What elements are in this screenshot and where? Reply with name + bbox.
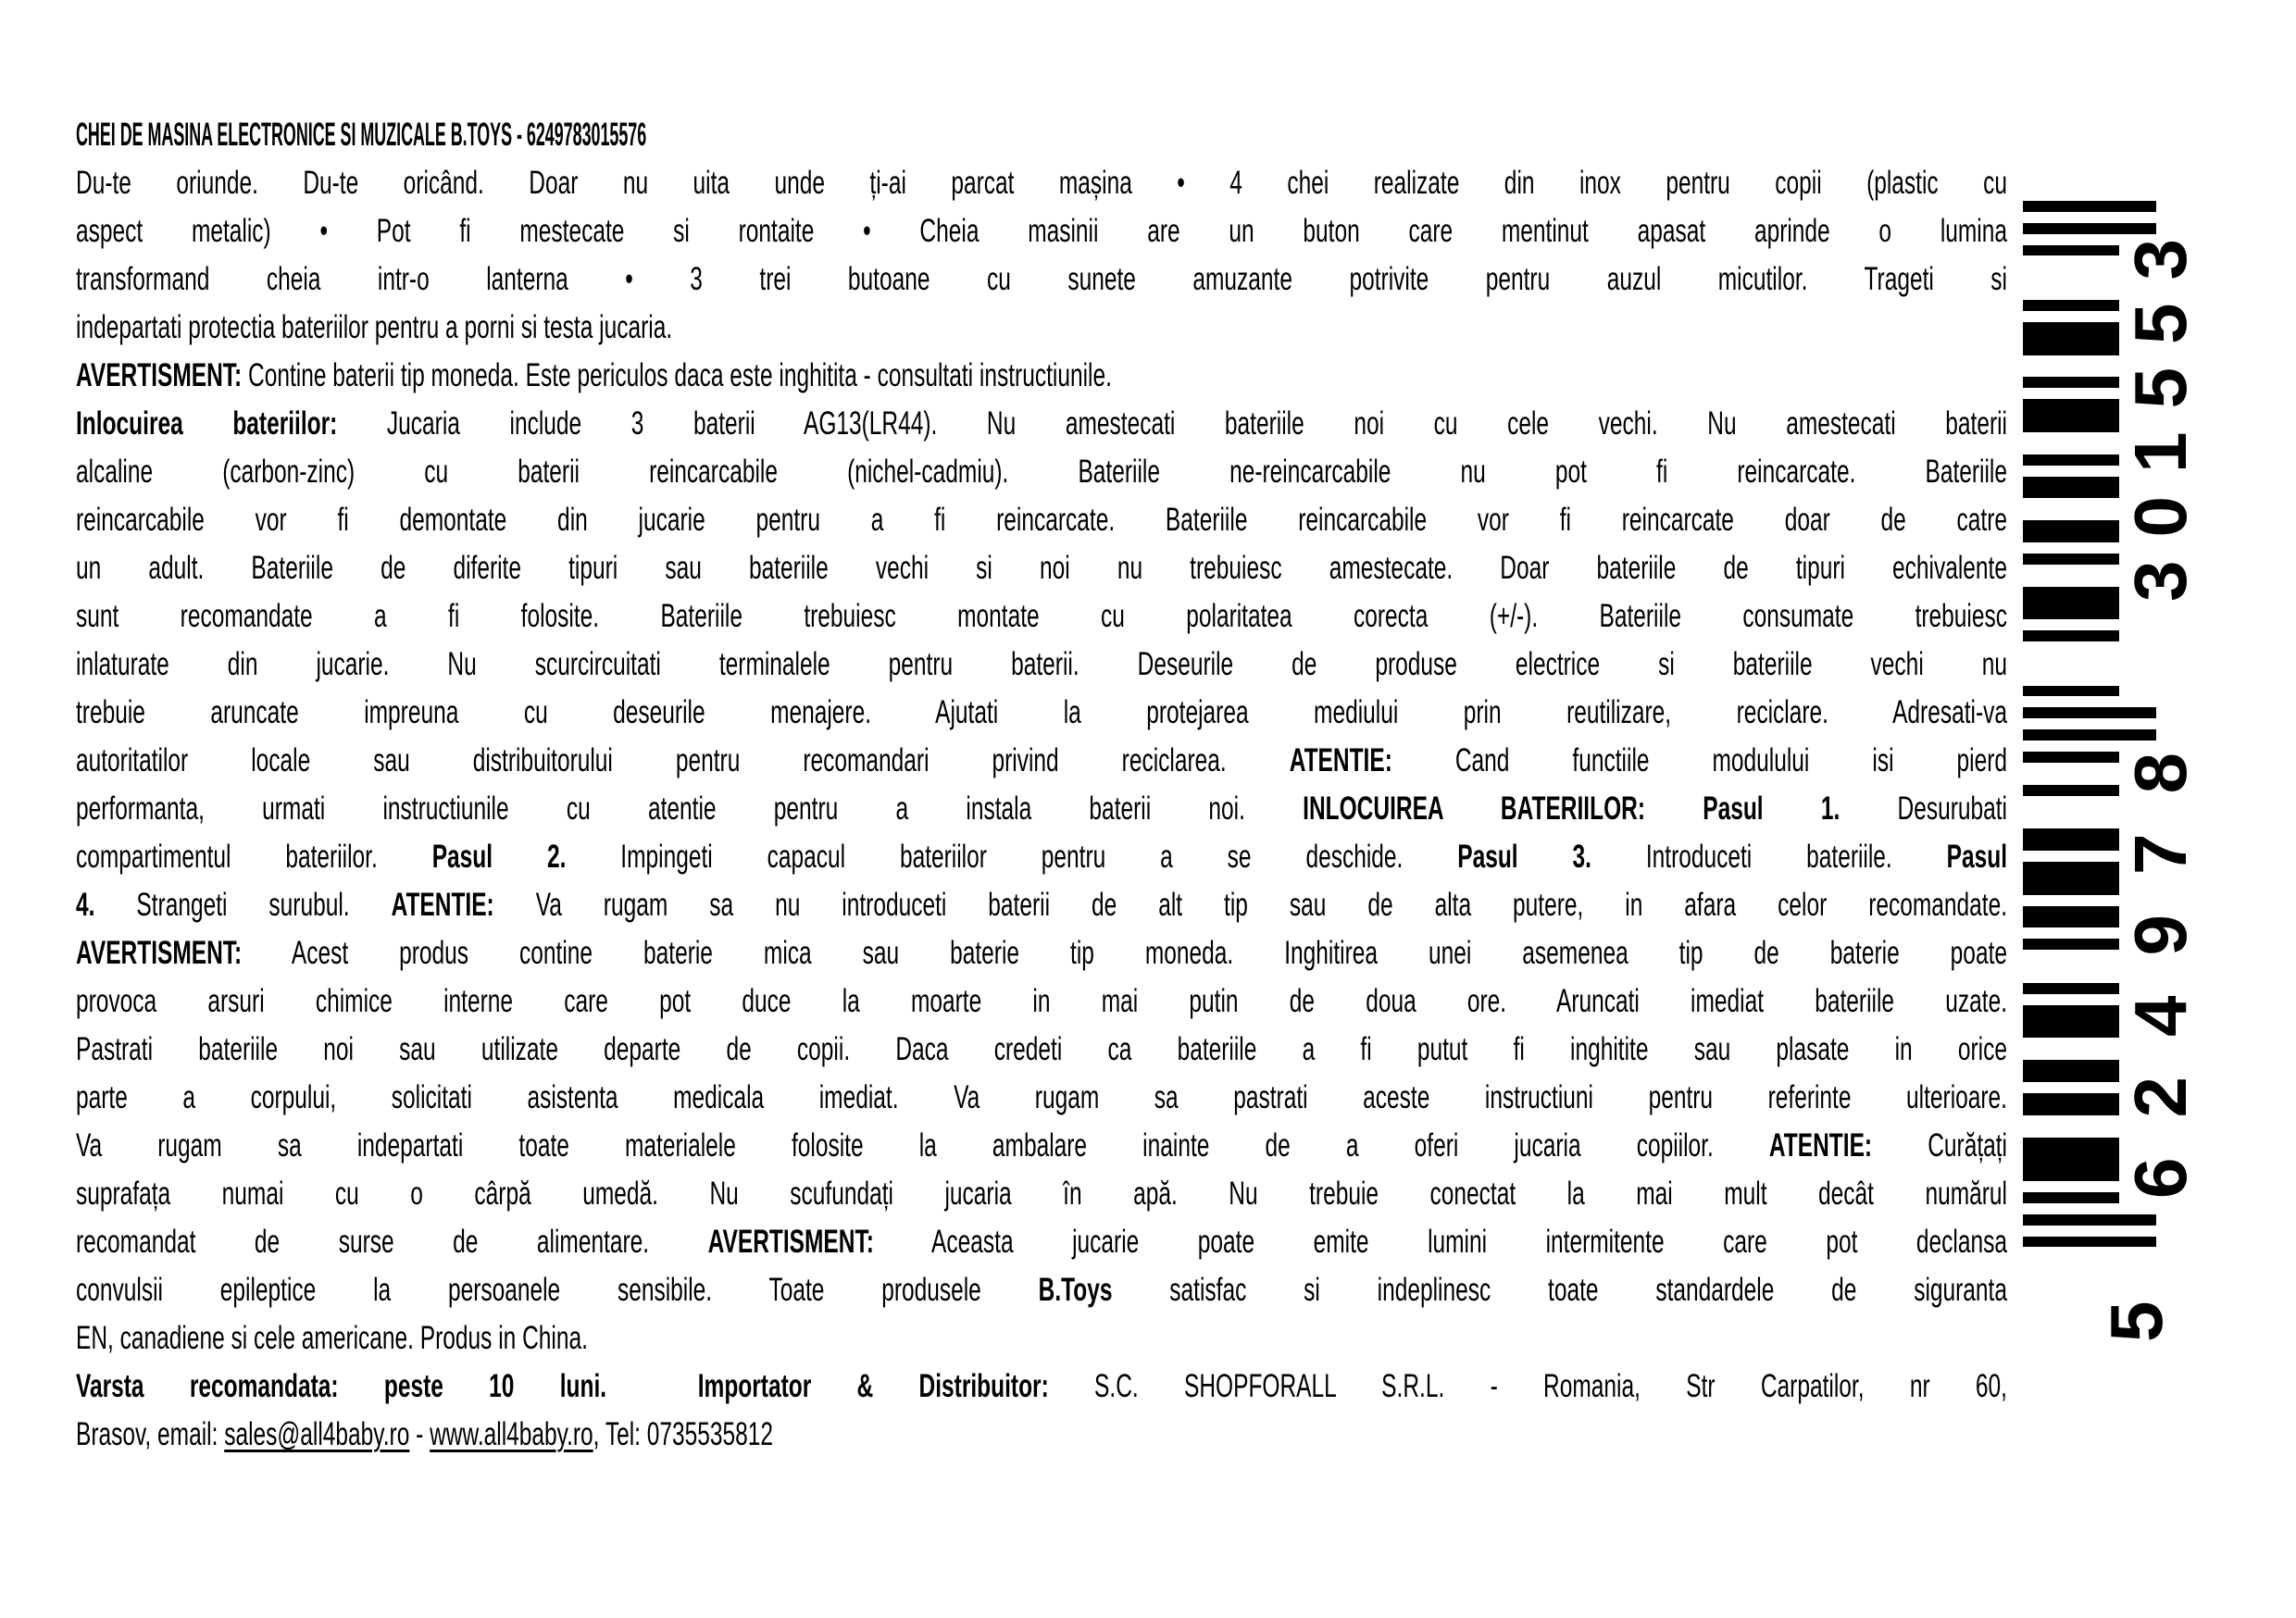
label-text-line bbox=[76, 304, 2007, 352]
label-text-run: trebuie aruncate impreuna cu deseurile menajere. Ajutati la protejarea mediului prin reutilizare, reciclare. Adresati-va bbox=[76, 694, 2007, 730]
label-text-line bbox=[76, 977, 2007, 1026]
label-text-line bbox=[76, 833, 2007, 881]
label-text-line bbox=[76, 496, 2007, 544]
barcode-bar bbox=[2023, 1060, 2119, 1082]
label-text-line bbox=[76, 1411, 2007, 1459]
label-text-line bbox=[76, 1122, 2007, 1170]
label-text-line bbox=[76, 159, 2007, 207]
label-text-run: Aceasta jucarie poate emite lumini intermitente care pot declansa bbox=[873, 1224, 2007, 1260]
label-text-run: Curățați bbox=[1872, 1127, 2007, 1164]
label-text-line bbox=[76, 641, 2007, 689]
label-text-run: aspect metalic) • Pot fi mestecate si rontaite • Cheia masinii are un buton care mentinut apasat aprinde o lumina bbox=[76, 213, 2007, 249]
barcode-bar bbox=[2023, 983, 2119, 994]
label-text-run: AVERTISMENT: bbox=[707, 1224, 874, 1260]
label-text-run: Pasul 3. bbox=[1457, 839, 1591, 875]
label-text-run: sales@all4baby.ro bbox=[224, 1416, 410, 1452]
label-text-run: Strangeti surubul. bbox=[94, 887, 392, 923]
barcode-digits-right-group: 301553 bbox=[2119, 216, 2202, 602]
barcode-bar bbox=[2023, 399, 2119, 432]
label-text-run: Introduceti bateriile. bbox=[1591, 839, 1947, 875]
barcode-bar bbox=[2023, 322, 2119, 355]
label-text-run: S.C. SHOPFORALL S.R.L. - Romania, Str Carpatilor, nr 60, bbox=[1048, 1368, 2007, 1404]
barcode-bar bbox=[2023, 1138, 2119, 1182]
label-text-line bbox=[76, 689, 2007, 737]
label-text-run: INLOCUIREA BATERIILOR: Pasul 1. bbox=[1303, 790, 1841, 827]
barcode-bar bbox=[2023, 520, 2119, 542]
barcode-bar bbox=[2023, 1237, 2156, 1248]
barcode-bar bbox=[2023, 454, 2119, 466]
label-text-run: Jucaria include 3 baterii AG13(LR44). Nu amestecati bateriile noi cu cele vechi. Nu amestecati baterii bbox=[337, 405, 2007, 442]
label-text-run: performanta, urmati instructiunile cu atentie pentru a instala baterii noi. bbox=[76, 790, 1304, 827]
label-text-run: Varsta recomandata: peste 10 luni. Importator & Distribuitor: bbox=[76, 1368, 1049, 1404]
barcode-leading-digit: 5 bbox=[2095, 1301, 2177, 1342]
label-text-run: 4. bbox=[76, 887, 95, 923]
label-text-run: Pasul 2. bbox=[431, 839, 567, 875]
label-text-line bbox=[76, 1363, 2007, 1411]
label-text-line bbox=[76, 1314, 2007, 1363]
barcode-bar bbox=[2023, 377, 2119, 388]
label-text-run: satisfac si indeplinesc toate standardele de siguranta bbox=[1112, 1272, 2007, 1308]
label-body-lines bbox=[76, 159, 2007, 1459]
label-text-run: B.Toys bbox=[1038, 1272, 1113, 1308]
barcode-bar bbox=[2023, 554, 2119, 565]
label-text-run: Brasov, email: bbox=[76, 1416, 225, 1452]
label-text-run: AVERTISMENT: bbox=[76, 357, 243, 393]
label-text-run: provoca arsuri chimice interne care pot duce la moarte in mai putin de doua ore. Aruncati imediat bateriile uzate. bbox=[76, 983, 2007, 1019]
label-text-run: , Tel: 0735535812 bbox=[593, 1416, 774, 1452]
label-text-run: Impingeti capacul bateriilor pentru a se deschide. bbox=[566, 839, 1458, 875]
label-text-line bbox=[76, 592, 2007, 641]
barcode-bar bbox=[2023, 752, 2119, 763]
label-text-run: Pastrati bateriile noi sau utilizate departe de copii. Daca credeti ca bateriile a fi putut fi inghitite sau plasate in orice bbox=[76, 1031, 2007, 1067]
label-text-run: EN, canadiene si cele americane. Produs in China. bbox=[76, 1320, 588, 1356]
label-text-line bbox=[76, 207, 2007, 255]
barcode-bar bbox=[2023, 587, 2119, 620]
label-text-line bbox=[76, 1170, 2007, 1218]
label-text-run: alcaline (carbon-zinc) cu baterii reincarcabile (nichel-cadmiu). Bateriile ne-reincarcabile nu pot fi reincarcate. Bateriile bbox=[76, 454, 2007, 490]
label-text-run: AVERTISMENT: bbox=[76, 935, 243, 971]
label-text-line bbox=[76, 737, 2007, 785]
label-text-line bbox=[76, 1266, 2007, 1314]
label-text-line bbox=[76, 1026, 2007, 1074]
label-text-run: suprafața numai cu o cârpă umedă. Nu scufundați jucaria în apă. Nu trebuie conectat la mai mult decât numărul bbox=[76, 1176, 2007, 1212]
label-text bbox=[76, 111, 2007, 1459]
label-text-run: reincarcabile vor fi demontate din jucarie pentru a fi reincarcate. Bateriile reincarcabile vor fi reincarcate doar de catre bbox=[76, 502, 2007, 538]
barcode-bar bbox=[2023, 1214, 2156, 1226]
label-text-run: sunt recomandate a fi folosite. Bateriile trebuiesc montate cu polaritatea corecta (+/-). Bateriile consumate trebuiesc bbox=[76, 598, 2007, 634]
label-text-run: Acest produs contine baterie mica sau baterie tip moneda. Inghitirea unei asemenea tip de baterie poate bbox=[242, 935, 2007, 971]
barcode-bar bbox=[2023, 939, 2119, 950]
barcode-digits-left-group: 624978 bbox=[2119, 713, 2202, 1199]
label-text-run: Du-te oriunde. Du-te oricând. Doar nu uita unde ți-ai parcat mașina • 4 chei realizate din inox pentru copii (plastic cu bbox=[76, 165, 2007, 201]
label-text-run: Va rugam sa indepartati toate materialele folosite la ambalare inainte de a oferi jucaria copiilor. bbox=[76, 1127, 1769, 1164]
label-text-run: Contine baterii tip moneda. Este periculos daca este inghitita - consultati instructiunile. bbox=[242, 357, 1112, 393]
barcode-bar bbox=[2023, 630, 2119, 641]
barcode-bar bbox=[2023, 906, 2119, 928]
label-text-run: ATENTIE: bbox=[1768, 1127, 1873, 1164]
label-text-line bbox=[76, 352, 2007, 400]
label-text-run: ATENTIE: bbox=[391, 887, 494, 923]
barcode-bar bbox=[2023, 477, 2119, 499]
label-text-line bbox=[76, 881, 2007, 929]
label-text-run: compartimentul bateriilor. bbox=[76, 839, 432, 875]
label-text-run: www.all4baby.ro bbox=[430, 1416, 593, 1452]
barcode-bar bbox=[2023, 245, 2119, 256]
barcode-bar bbox=[2023, 1005, 2119, 1039]
label-text-run: indepartati protectia bateriilor pentru a porni si testa jucaria. bbox=[76, 309, 673, 345]
barcode-bar bbox=[2023, 785, 2119, 796]
label-text-run: Cand functiile modulului isi pierd bbox=[1391, 742, 2007, 778]
label-text-line bbox=[76, 400, 2007, 448]
label-text-run: convulsii epileptice la persoanele sensibile. Toate produsele bbox=[76, 1272, 1039, 1308]
label-text-line bbox=[76, 544, 2007, 592]
label-text-run: transformand cheia intr-o lanterna • 3 trei butoane cu sunete amuzante potrivite pentru auzul micutilor. Trageti si bbox=[76, 261, 2007, 297]
label-text-run: Pasul bbox=[1946, 839, 2008, 875]
label-text-line bbox=[76, 785, 2007, 833]
label-text-run: autoritatilor locale sau distribuitorului pentru recomandari privind reciclarea. bbox=[76, 742, 1290, 778]
label-text-run: ATENTIE: bbox=[1289, 742, 1392, 778]
label-text-line bbox=[76, 448, 2007, 496]
barcode-bar bbox=[2023, 1093, 2119, 1115]
label-text-line bbox=[76, 255, 2007, 304]
label-text-run: inlaturate din jucarie. Nu scurcircuitati terminalele pentru baterii. Deseurile de produse electrice si bateriile vechi nu bbox=[76, 646, 2007, 682]
barcode-bar bbox=[2023, 201, 2156, 212]
label-text-run: un adult. Bateriile de diferite tipuri sau bateriile vechi si noi nu trebuiesc amestecate. Doar bateriile de tipuri echivalente bbox=[76, 550, 2007, 586]
barcode-bar bbox=[2023, 300, 2119, 311]
label-text-run: recomandat de surse de alimentare. bbox=[76, 1224, 708, 1260]
label-text-run: Va rugam sa nu introduceti baterii de alt tip sau de alta putere, in afara celor recomandate. bbox=[493, 887, 2008, 923]
barcode-bar bbox=[2023, 828, 2119, 851]
label-text-run: Desurubati bbox=[1840, 790, 2008, 827]
label-text-line bbox=[76, 1074, 2007, 1122]
barcode-bar bbox=[2023, 1192, 2119, 1203]
barcode-bar bbox=[2023, 862, 2119, 895]
label-text-run: parte a corpului, solicitati asistenta medicala imediat. Va rugam sa pastrati aceste instructiuni pentru referinte ulterioare. bbox=[76, 1079, 2007, 1115]
label-text-line bbox=[76, 929, 2007, 977]
label-text-run: - bbox=[409, 1416, 430, 1452]
label-text-run: Inlocuirea bateriilor: bbox=[76, 405, 338, 442]
product-title: CHEI DE MASINA ELECTRONICE SI MUZICALE B.TOYS - 6249783015576 bbox=[76, 117, 647, 153]
label-text-line bbox=[76, 1218, 2007, 1266]
barcode-bar bbox=[2023, 686, 2119, 697]
